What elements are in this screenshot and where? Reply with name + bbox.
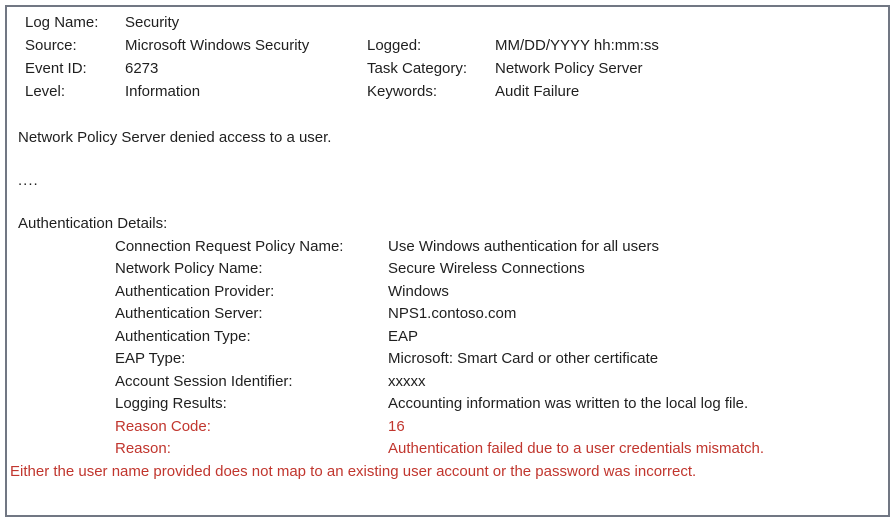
header-field-value: 6273: [125, 60, 159, 77]
header-field-label: Logged:: [367, 37, 422, 54]
detail-row: [18, 281, 878, 304]
detail-label: Reason Code:: [115, 417, 211, 435]
detail-row: [18, 393, 878, 416]
event-header: [18, 11, 878, 103]
detail-value: Windows: [388, 282, 449, 300]
ellipsis-text: ....: [18, 171, 39, 189]
event-log-content: [7, 7, 888, 483]
detail-label: Authentication Type:: [115, 327, 251, 345]
detail-value: Authentication failed due to a user credentials mismatch.: [388, 440, 765, 457]
detail-value: Secure Wireless Connections: [388, 260, 585, 277]
header-field-label: Task Category:: [367, 60, 468, 77]
detail-value: xxxxx: [388, 372, 426, 390]
detail-value: NPS1.contoso.com: [388, 305, 517, 322]
header-field-label: Keywords:: [367, 83, 438, 100]
header-field-value: Audit Failure: [495, 83, 580, 100]
detail-row: [18, 438, 878, 461]
detail-value: EAP: [388, 327, 419, 345]
detail-label: Account Session Identifier:: [115, 372, 293, 390]
detail-row: [18, 258, 878, 281]
detail-label: Connection Request Policy Name:: [115, 237, 344, 255]
detail-label: Reason:: [115, 440, 171, 457]
header-field-label: Level:: [25, 83, 66, 100]
header-row: [18, 11, 878, 34]
detail-value: Accounting information was written to the local log file.: [388, 395, 749, 412]
detail-row: [18, 348, 878, 371]
header-field-label: Event ID:: [25, 60, 87, 77]
header-field-value: Microsoft Windows Security: [125, 37, 310, 54]
detail-row: [18, 326, 878, 349]
header-row: [18, 34, 878, 57]
detail-value: 16: [388, 417, 405, 435]
detail-row: [18, 236, 878, 259]
detail-value: Microsoft: Smart Card or other certificate: [388, 350, 659, 367]
header-field-value: Information: [125, 83, 201, 100]
header-row: [18, 57, 878, 80]
detail-row: [18, 303, 878, 326]
header-field-label: Source:: [25, 37, 77, 54]
header-field-value: [495, 11, 878, 34]
header-field-value: Network Policy Server: [495, 60, 643, 77]
header-field-value: Security: [125, 14, 180, 31]
detail-value: Use Windows authentication for all users: [388, 237, 659, 255]
auth-details-heading: Authentication Details:: [18, 215, 168, 232]
detail-label: Network Policy Name:: [115, 260, 263, 277]
header-field-label: Log Name:: [25, 14, 99, 31]
detail-row: [18, 416, 878, 439]
header-field-value: MM/DD/YYYY hh:mm:ss: [495, 37, 659, 54]
auth-details-list: [18, 236, 878, 461]
detail-label: Logging Results:: [115, 395, 227, 412]
detail-row: [18, 371, 878, 394]
header-field-label: [367, 11, 495, 34]
detail-label: EAP Type:: [115, 350, 186, 367]
detail-label: Authentication Server:: [115, 305, 263, 322]
detail-label: Authentication Provider:: [115, 282, 275, 300]
reason-footnote: Either the user name provided does not map to an existing user account or the password was incorrect.: [10, 462, 697, 480]
event-log-panel: [5, 5, 890, 517]
event-description: Network Policy Server denied access to a user.: [18, 129, 332, 146]
header-row: [18, 80, 878, 103]
